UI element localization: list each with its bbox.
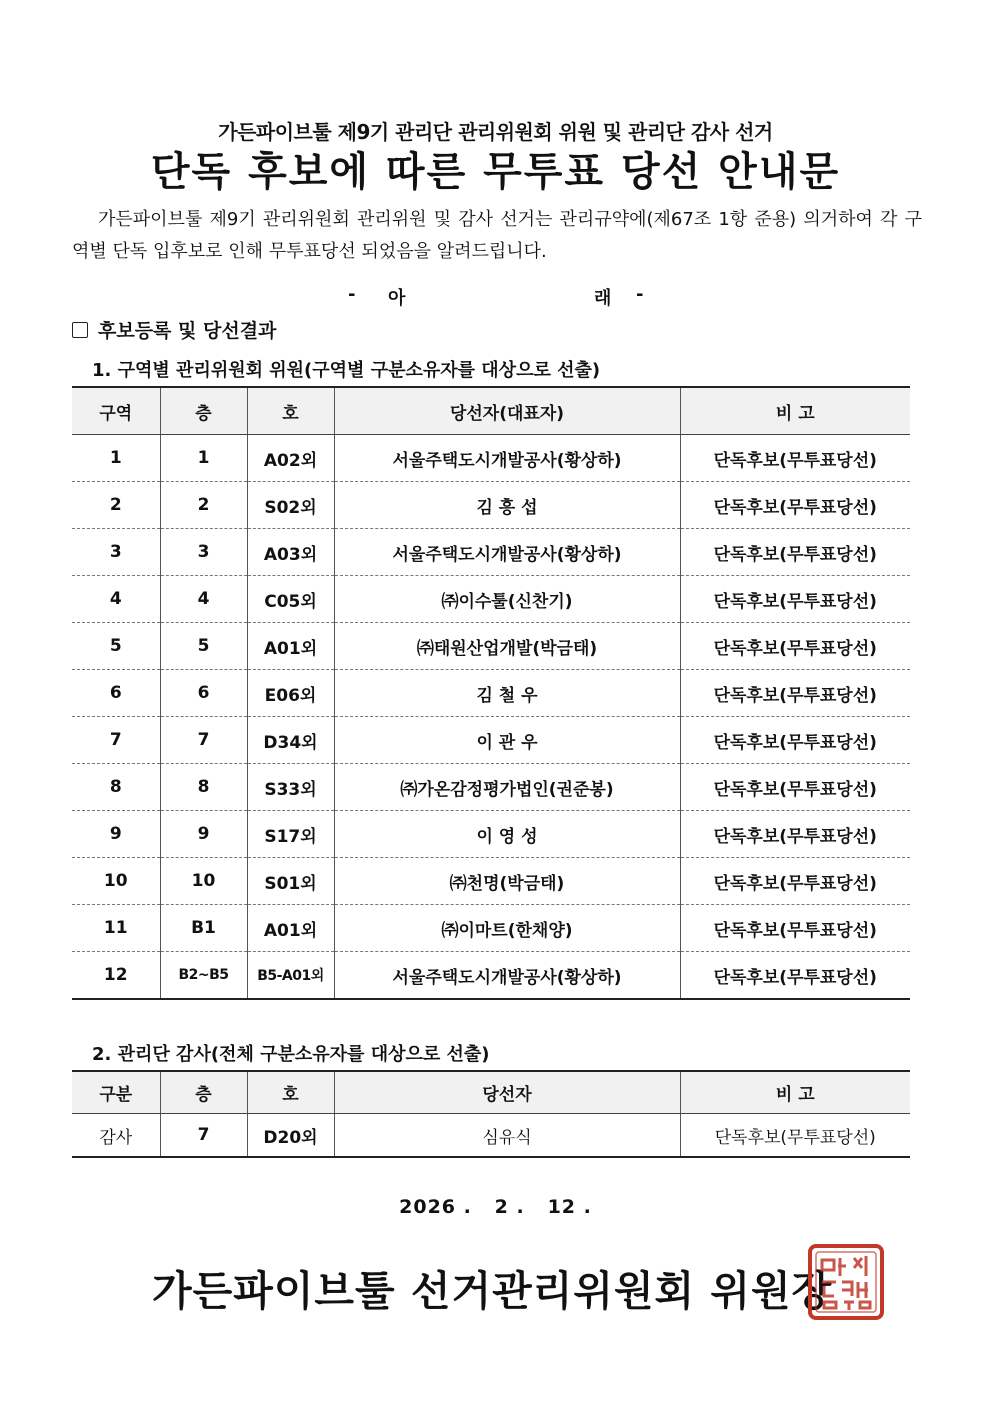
cell-winner: 이 영 성 — [334, 811, 680, 858]
table-row — [72, 811, 910, 858]
cell-remark: 단독후보(무투표당선) — [680, 482, 910, 529]
table-row — [72, 529, 910, 576]
arae-dash-right: - — [636, 284, 644, 305]
cell-winner: 서울주택도시개발공사(황상하) — [334, 435, 680, 482]
cell-winner: 이 관 우 — [334, 717, 680, 764]
cell-remark: 단독후보(무투표당선) — [680, 811, 910, 858]
cell-winner: ㈜태원산업개발(박금태) — [334, 623, 680, 670]
cell-unit: C05외 — [247, 576, 334, 623]
column-header: 비 고 — [680, 387, 910, 435]
cell-zone: 4 — [72, 576, 160, 623]
cell-remark: 단독후보(무투표당선) — [680, 529, 910, 576]
table-row — [72, 858, 910, 905]
cell-winner: ㈜천명(박금태) — [334, 858, 680, 905]
table-row — [72, 905, 910, 952]
table-row — [72, 435, 910, 482]
cell-floor: B1 — [160, 905, 247, 952]
cell-floor: 9 — [160, 811, 247, 858]
column-header: 층 — [160, 1071, 247, 1114]
cell-unit: D34외 — [247, 717, 334, 764]
table-row — [72, 952, 910, 1000]
column-header: 당선자 — [334, 1071, 680, 1114]
cell-remark: 단독후보(무투표당선) — [680, 764, 910, 811]
cell-category: 감사 — [72, 1114, 160, 1158]
document-date: 2026 . 2 . 12 . — [399, 1196, 592, 1218]
cell-unit: E06외 — [247, 670, 334, 717]
cell-zone: 1 — [72, 435, 160, 482]
cell-floor: 1 — [160, 435, 247, 482]
cell-unit: S01외 — [247, 858, 334, 905]
cell-zone: 2 — [72, 482, 160, 529]
column-header: 호 — [247, 387, 334, 435]
cell-floor: B2~B5 — [160, 952, 247, 1000]
intro-paragraph — [72, 204, 922, 268]
cell-zone: 8 — [72, 764, 160, 811]
cell-zone: 10 — [72, 858, 160, 905]
column-header: 구역 — [72, 387, 160, 435]
cell-winner: ㈜이수툴(신찬기) — [334, 576, 680, 623]
cell-zone: 7 — [72, 717, 160, 764]
cell-unit: A02외 — [247, 435, 334, 482]
checkbox-icon — [72, 322, 88, 338]
table-row — [72, 764, 910, 811]
cell-zone: 9 — [72, 811, 160, 858]
cell-winner: 심유식 — [334, 1114, 680, 1158]
cell-zone: 12 — [72, 952, 160, 1000]
cell-floor: 6 — [160, 670, 247, 717]
signature-line: 가든파이브툴 선거관리위원회 위원장 — [152, 1267, 833, 1315]
table-row — [72, 717, 910, 764]
cell-unit: A01외 — [247, 905, 334, 952]
cell-zone: 6 — [72, 670, 160, 717]
committee-results-table — [72, 386, 910, 1000]
cell-floor: 4 — [160, 576, 247, 623]
cell-unit: D20외 — [247, 1114, 334, 1158]
cell-winner: 서울주택도시개발공사(황상하) — [334, 529, 680, 576]
column-header: 비 고 — [680, 1071, 910, 1114]
cell-zone: 3 — [72, 529, 160, 576]
cell-remark: 단독후보(무투표당선) — [680, 1114, 910, 1158]
cell-floor: 10 — [160, 858, 247, 905]
cell-winner: 김 철 우 — [334, 670, 680, 717]
cell-unit: A03외 — [247, 529, 334, 576]
auditor-results-table — [72, 1070, 910, 1158]
column-header: 당선자(대표자) — [334, 387, 680, 435]
cell-unit: B5-A01외 — [247, 952, 334, 1000]
official-seal-icon — [806, 1242, 886, 1322]
intro-text: 가든파이브툴 제9기 관리위원회 관리위원 및 감사 선거는 관리규약에(제67조 1항 준용) 의거하여 각 구역별 단독 입후보로 인해 무투표당선 되었음을 알려드립니다. — [72, 209, 922, 262]
cell-zone: 5 — [72, 623, 160, 670]
cell-floor: 7 — [160, 717, 247, 764]
cell-floor: 3 — [160, 529, 247, 576]
column-header: 층 — [160, 387, 247, 435]
cell-zone: 11 — [72, 905, 160, 952]
table-header-row — [72, 387, 910, 435]
cell-winner: ㈜가온감정평가법인(권준봉) — [334, 764, 680, 811]
cell-unit: S02외 — [247, 482, 334, 529]
section-heading — [72, 316, 276, 343]
section-title: 후보등록 및 당선결과 — [98, 320, 277, 342]
table-header-row — [72, 1071, 910, 1114]
table-row — [72, 623, 910, 670]
document-subtitle: 가든파이브툴 제9기 관리단 관리위원회 위원 및 관리단 감사 선거 — [218, 120, 773, 144]
arae-a: 아 — [388, 288, 406, 309]
cell-floor: 5 — [160, 623, 247, 670]
cell-remark: 단독후보(무투표당선) — [680, 952, 910, 1000]
column-header: 호 — [247, 1071, 334, 1114]
cell-unit: S17외 — [247, 811, 334, 858]
cell-remark: 단독후보(무투표당선) — [680, 623, 910, 670]
arae-dash-left: - — [348, 284, 356, 305]
table-row — [72, 482, 910, 529]
table-row — [72, 670, 910, 717]
cell-remark: 단독후보(무투표당선) — [680, 435, 910, 482]
cell-winner: 서울주택도시개발공사(황상하) — [334, 952, 680, 1000]
table1-heading: 1. 구역별 관리위원회 위원(구역별 구분소유자를 대상으로 선출) — [92, 360, 601, 381]
cell-remark: 단독후보(무투표당선) — [680, 576, 910, 623]
table-row — [72, 576, 910, 623]
cell-unit: A01외 — [247, 623, 334, 670]
cell-remark: 단독후보(무투표당선) — [680, 670, 910, 717]
cell-floor: 8 — [160, 764, 247, 811]
arae-rae: 래 — [594, 288, 612, 309]
cell-winner: 김 흥 섭 — [334, 482, 680, 529]
table-row — [72, 1114, 910, 1158]
cell-remark: 단독후보(무투표당선) — [680, 717, 910, 764]
cell-remark: 단독후보(무투표당선) — [680, 905, 910, 952]
cell-unit: S33외 — [247, 764, 334, 811]
cell-remark: 단독후보(무투표당선) — [680, 858, 910, 905]
cell-floor: 7 — [160, 1114, 247, 1158]
column-header: 구분 — [72, 1071, 160, 1114]
cell-floor: 2 — [160, 482, 247, 529]
document-title: 단독 후보에 따른 무투표 당선 안내문 — [150, 149, 841, 195]
table2-heading: 2. 관리단 감사(전체 구분소유자를 대상으로 선출) — [92, 1044, 490, 1065]
cell-winner: ㈜이마트(한채양) — [334, 905, 680, 952]
